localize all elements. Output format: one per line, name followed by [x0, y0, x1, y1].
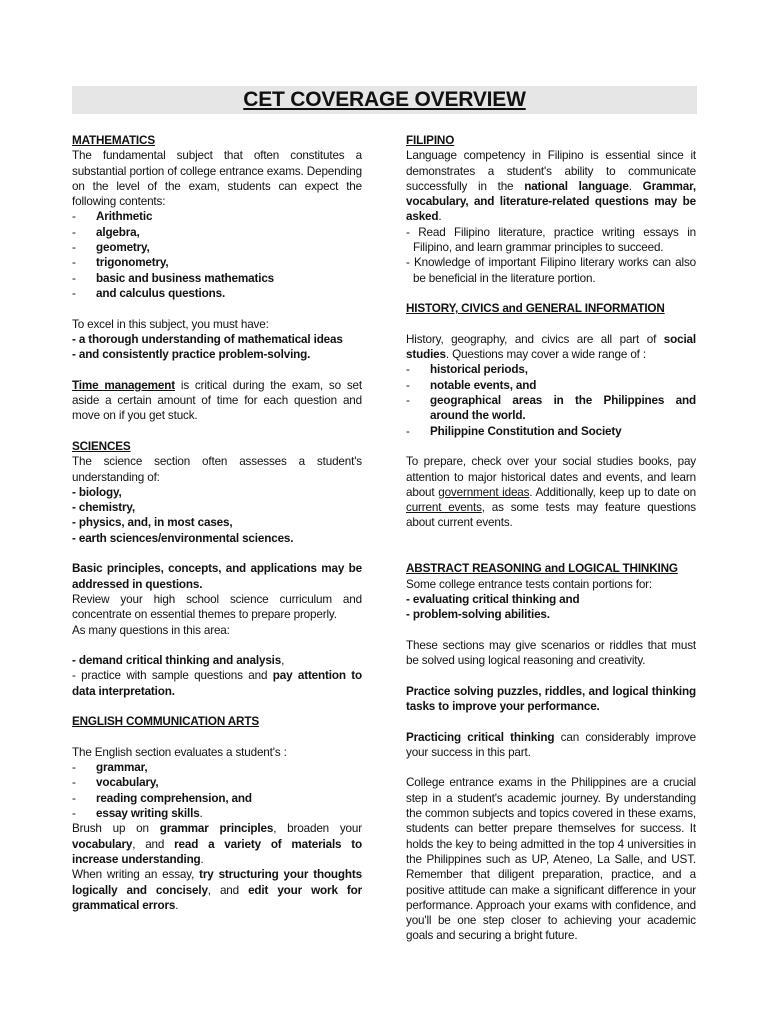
- right-column: [406, 133, 696, 944]
- sci-many: As many questions in this area:: [72, 623, 230, 637]
- sciences-heading: SCIENCES: [72, 439, 131, 453]
- list-item: - vocabulary,: [72, 776, 159, 790]
- list-item: - Philippine Constitution and Society: [406, 424, 622, 438]
- math-intro: The fundamental subject that often constitutes a substantial portion of college entrance exams. Depending on the level of the exam, students can expect the following contents:: [72, 149, 362, 209]
- list-item: - geographical areas in the Philippines and around the world.: [406, 394, 696, 423]
- closing-paragraph: College entrance exams in the Philippines are a crucial step in a student's academic journey. By understanding the common subjects and topics covered in these exams, students can better prepare themselves for success. It holds the key to being admitted in the top 4 universities in the Philippines such as UP, Ateneo, La Salle, and UST. Remember that diligent preparation, practice, and a positive attitude can make a significant difference in your performance. Approach your exams with confidence, and you'll be one step closer to achieving your academic goals and securing a bright future.: [406, 776, 696, 943]
- list-item: - trigonometry,: [72, 256, 169, 270]
- sci-demand: - demand critical thinking and analysis,: [72, 654, 285, 668]
- abs-intro: Some college entrance tests contain portions for:: [406, 577, 653, 591]
- list-item: - physics, and, in most cases,: [72, 516, 233, 530]
- filipino-heading: FILIPINO: [406, 134, 455, 147]
- sci-practice: - practice with sample questions and pay attention to data interpretation.: [72, 669, 363, 698]
- list-item: - evaluating critical thinking and: [406, 592, 580, 606]
- list-item: - earth sciences/environmental sciences.: [72, 531, 294, 545]
- eng-essay: When writing an essay, try structuring your thoughts logically and concisely, and edit your work for grammatical errors.: [72, 868, 362, 912]
- list-item: - essay writing skills.: [72, 807, 203, 821]
- list-item: - grammar,: [72, 761, 148, 775]
- history-heading: HISTORY, CIVICS and GENERAL INFORMATION: [406, 302, 665, 316]
- list-item: - reading comprehension, and: [72, 791, 252, 805]
- fil-bullet-1: - Read Filipino literature, practice writing essays in Filipino, and learn grammar principles to succeed.: [406, 225, 696, 255]
- time-management-text: Time management is critical during the exam, so set aside a certain amount of time for each question and move on if you get stuck.: [72, 378, 362, 423]
- list-item: - and calculus questions.: [72, 286, 226, 300]
- math-must-1: - a thorough understanding of mathematical ideas: [72, 332, 343, 346]
- abs-crit: Practicing critical thinking can considerably improve your success in this part.: [406, 730, 696, 759]
- list-item: - basic and business mathematics: [72, 271, 275, 285]
- list-item: - problem-solving abilities.: [406, 608, 550, 622]
- abstract-heading: ABSTRACT REASONING and LOGICAL THINKING: [406, 562, 678, 576]
- sci-principles: Basic principles, concepts, and applications may be addressed in questions.: [72, 562, 362, 591]
- math-must-2: - and consistently practice problem-solving.: [72, 348, 311, 362]
- english-heading: ENGLISH COMMUNICATION ARTS: [72, 715, 259, 729]
- abs-sections: These sections may give scenarios or riddles that must be solved using logical reasoning and creativity.: [406, 638, 696, 668]
- left-column: [72, 133, 362, 913]
- list-item: - Arithmetic: [72, 210, 153, 224]
- eng-intro: The English section evaluates a student's :: [72, 745, 287, 759]
- page-title: CET COVERAGE OVERVIEW: [243, 88, 526, 111]
- sci-intro: The science section often assesses a student's understanding of:: [72, 455, 362, 484]
- list-item: - chemistry,: [72, 501, 135, 515]
- list-item: - geometry,: [72, 241, 150, 255]
- list-item: - historical periods,: [406, 363, 528, 377]
- fil-bullet-2: - Knowledge of important Filipino literary works can also be beneficial in the literature portion.: [406, 256, 696, 285]
- list-item: - notable events, and: [406, 378, 537, 392]
- abs-practice: Practice solving puzzles, riddles, and logical thinking tasks to improve your performance.: [406, 684, 696, 713]
- eng-brush: Brush up on grammar principles, broaden your vocabulary, and read a variety of materials to increase understanding.: [72, 822, 362, 866]
- title-bar: [72, 86, 697, 114]
- fil-intro: Language competency in Filipino is essential since it demonstrates a student's ability to communicate successfully in the national language. Grammar, vocabulary, and literature-related questions may be asked.: [406, 149, 696, 224]
- math-excel: To excel in this subject, you must have:: [72, 317, 269, 331]
- hist-intro: History, geography, and civics are all part of social studies. Questions may cover a wide range of :: [406, 332, 696, 362]
- list-item: - algebra,: [72, 225, 140, 239]
- list-item: - biology,: [72, 485, 122, 499]
- mathematics-heading: MATHEMATICS: [72, 134, 155, 147]
- hist-prep: To prepare, check over your social studies books, pay attention to major historical dates and events, and learn about government ideas. Additionally, keep up to date on current events, as some tests may feature questions about current events.: [406, 455, 696, 530]
- sci-review: Review your high school science curriculum and concentrate on essential themes to prepare properly.: [72, 592, 362, 622]
